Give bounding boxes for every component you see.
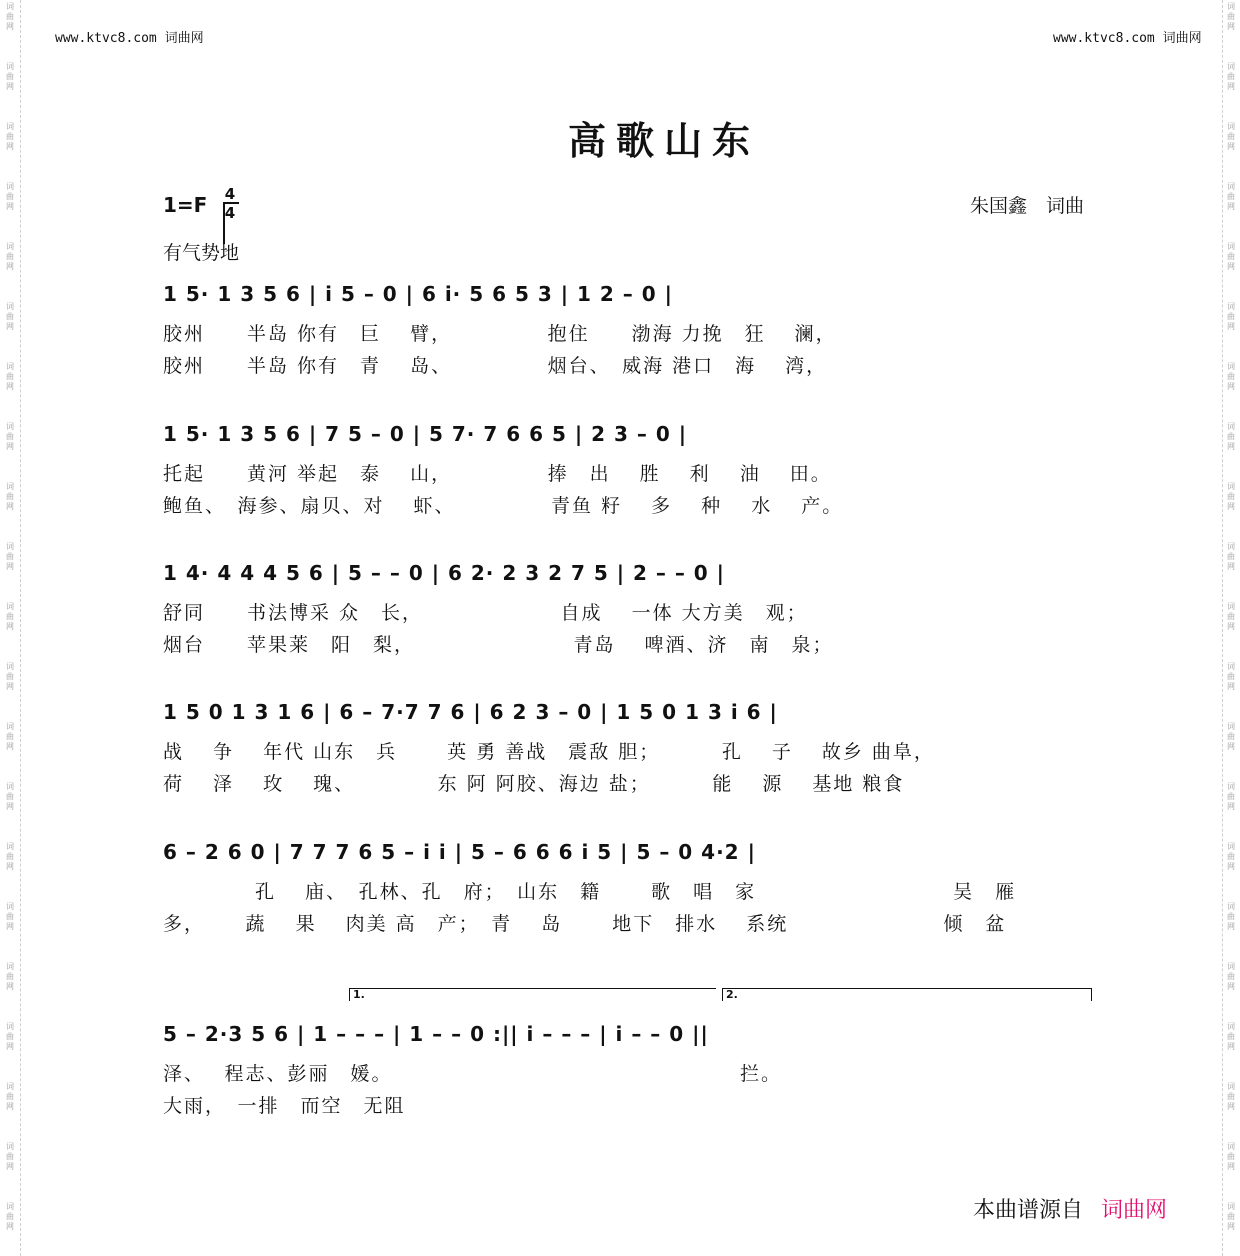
side-watermark-glyph: 网 xyxy=(1227,922,1235,931)
system-2-lyrics-verse-1: 托起 黄河 举起 泰 山， 捧 出 胜 利 油 田。 xyxy=(163,463,832,485)
left-watermark-strip xyxy=(2,0,21,1256)
song-title: 高歌山东 xyxy=(568,118,761,163)
side-watermark-glyph: 曲 xyxy=(6,1032,14,1041)
composer-credit: 朱国鑫 词曲 xyxy=(970,195,1085,217)
side-watermark-glyph: 网 xyxy=(6,862,14,871)
side-watermark-glyph: 网 xyxy=(6,22,14,31)
second-ending-label: 2. xyxy=(726,988,738,1001)
system-2-lyrics-verse-2: 鲍鱼、 海参、扇贝、对 虾、 青鱼 籽 多 种 水 产。 xyxy=(163,495,844,517)
side-watermark-glyph: 词 xyxy=(1227,242,1235,251)
side-watermark-glyph: 网 xyxy=(6,622,14,631)
side-watermark-glyph: 网 xyxy=(6,1162,14,1171)
system-6-lyrics-verse-1: 泽、 程志、彭丽 媛。 拦。 xyxy=(163,1063,783,1085)
side-watermark-glyph: 曲 xyxy=(6,192,14,201)
side-watermark-glyph: 词 xyxy=(6,1202,14,1211)
side-watermark-glyph: 网 xyxy=(1227,622,1235,631)
side-watermark-glyph: 网 xyxy=(1227,442,1235,451)
side-watermark-glyph: 网 xyxy=(6,382,14,391)
key-signature: 1=F xyxy=(163,193,208,217)
side-watermark-glyph: 曲 xyxy=(6,792,14,801)
side-watermark-glyph: 曲 xyxy=(6,1152,14,1161)
side-watermark-glyph: 词 xyxy=(1227,662,1235,671)
side-watermark-glyph: 词 xyxy=(6,482,14,491)
side-watermark-glyph: 网 xyxy=(1227,1102,1235,1111)
side-watermark-glyph: 曲 xyxy=(1227,192,1235,201)
side-watermark-glyph: 网 xyxy=(1227,1222,1235,1231)
side-watermark-glyph: 网 xyxy=(1227,562,1235,571)
side-watermark-glyph: 曲 xyxy=(6,372,14,381)
side-watermark-glyph: 曲 xyxy=(1227,1092,1235,1101)
side-watermark-glyph: 曲 xyxy=(6,312,14,321)
side-watermark-glyph: 词 xyxy=(1227,542,1235,551)
system-6-lyrics-verse-2: 大雨， 一排 而空 无阻 xyxy=(163,1095,406,1117)
system-6-notes: 5 – 2·3 5 6 | 1 – – – | 1 – – 0 :|| i – – – | i – – 0 || xyxy=(163,1022,709,1046)
side-watermark-glyph: 曲 xyxy=(6,132,14,141)
side-watermark-glyph: 网 xyxy=(1227,982,1235,991)
side-watermark-glyph: 曲 xyxy=(6,12,14,21)
system-5-lyrics-verse-2: 多， 蔬 果 肉美 高 产； 青 岛 地下 排水 系统 倾 盆 xyxy=(163,913,1007,935)
system-1-lyrics-verse-1: 胶州 半岛 你有 巨 臂， 抱住 渤海 力挽 狂 澜， xyxy=(163,323,837,345)
side-watermark-glyph: 曲 xyxy=(1227,552,1235,561)
side-watermark-glyph: 曲 xyxy=(6,732,14,741)
side-watermark-glyph: 词 xyxy=(6,782,14,791)
side-watermark-glyph: 曲 xyxy=(1227,252,1235,261)
side-watermark-glyph: 词 xyxy=(6,542,14,551)
side-watermark-glyph: 曲 xyxy=(1227,1032,1235,1041)
side-watermark-glyph: 曲 xyxy=(6,1212,14,1221)
side-watermark-glyph: 网 xyxy=(6,1042,14,1051)
side-watermark-glyph: 网 xyxy=(6,142,14,151)
first-ending-label: 1. xyxy=(353,988,365,1001)
side-watermark-glyph: 词 xyxy=(6,902,14,911)
side-watermark-glyph: 网 xyxy=(6,202,14,211)
side-watermark-glyph: 曲 xyxy=(1227,312,1235,321)
time-signature xyxy=(222,186,238,221)
side-watermark-glyph: 词 xyxy=(1227,122,1235,131)
side-watermark-glyph: 曲 xyxy=(6,672,14,681)
side-watermark-glyph: 词 xyxy=(1227,1202,1235,1211)
side-watermark-glyph: 曲 xyxy=(6,72,14,81)
side-watermark-glyph: 曲 xyxy=(1227,1212,1235,1221)
side-watermark-glyph: 词 xyxy=(1227,1022,1235,1031)
side-watermark-glyph: 网 xyxy=(6,682,14,691)
system-2-notes: 1 5· 1 3 5 6 | 7 5 – 0 | 5 7· 7 6 6 5 | 2 3 – 0 | xyxy=(163,422,688,446)
side-watermark-glyph: 网 xyxy=(6,442,14,451)
side-watermark-glyph: 词 xyxy=(1227,842,1235,851)
side-watermark-glyph: 曲 xyxy=(1227,972,1235,981)
side-watermark-glyph: 词 xyxy=(1227,962,1235,971)
side-watermark-glyph: 曲 xyxy=(6,1092,14,1101)
header-watermark-right: www.ktvc8.com 词曲网 xyxy=(1053,31,1202,46)
side-watermark-glyph: 网 xyxy=(1227,202,1235,211)
system-1-lyrics-verse-2: 胶州 半岛 你有 青 岛、 烟台、 威海 港口 海 湾， xyxy=(163,355,828,377)
side-watermark-glyph: 网 xyxy=(1227,682,1235,691)
time-signature-bottom: 4 xyxy=(224,204,236,222)
side-watermark-glyph: 网 xyxy=(1227,322,1235,331)
side-watermark-glyph: 网 xyxy=(6,982,14,991)
source-credit-label: 本曲谱源自 xyxy=(973,1198,1084,1223)
side-watermark-glyph: 词 xyxy=(1227,1142,1235,1151)
side-watermark-glyph: 词 xyxy=(1227,362,1235,371)
side-watermark-glyph: 曲 xyxy=(1227,612,1235,621)
system-4-lyrics-verse-1: 战 争 年代 山东 兵 英 勇 善战 震敌 胆； 孔 子 故乡 曲阜， xyxy=(163,741,935,763)
side-watermark-glyph: 网 xyxy=(6,802,14,811)
side-watermark-glyph: 词 xyxy=(6,1142,14,1151)
second-ending-bracket xyxy=(722,988,1092,1001)
side-watermark-glyph: 词 xyxy=(6,302,14,311)
side-watermark-glyph: 网 xyxy=(6,742,14,751)
side-watermark-glyph: 词 xyxy=(6,2,14,11)
side-watermark-glyph: 网 xyxy=(6,322,14,331)
side-watermark-glyph: 词 xyxy=(1227,602,1235,611)
side-watermark-glyph: 曲 xyxy=(1227,792,1235,801)
system-3-notes: 1 4· 4 4 4 5 6 | 5 – – 0 | 6 2· 2 3 2 7 5 | 2 – – 0 | xyxy=(163,561,725,585)
side-watermark-glyph: 网 xyxy=(6,922,14,931)
system-1-notes: 1 5· 1 3 5 6 | i 5 – 0 | 6 i· 5 6 5 3 | 1 2 – 0 | xyxy=(163,282,673,306)
side-watermark-glyph: 词 xyxy=(6,1022,14,1031)
side-watermark-glyph: 词 xyxy=(6,242,14,251)
side-watermark-glyph: 词 xyxy=(6,1082,14,1091)
side-watermark-glyph: 曲 xyxy=(1227,732,1235,741)
side-watermark-glyph: 曲 xyxy=(6,972,14,981)
side-watermark-glyph: 词 xyxy=(6,602,14,611)
side-watermark-glyph: 词 xyxy=(1227,902,1235,911)
side-watermark-glyph: 曲 xyxy=(1227,132,1235,141)
side-watermark-glyph: 网 xyxy=(1227,502,1235,511)
side-watermark-glyph: 网 xyxy=(1227,1042,1235,1051)
source-credit xyxy=(973,1193,1167,1224)
system-4-lyrics-verse-2: 荷 泽 玫 瑰、 东 阿 阿胶、海边 盐； 能 源 基地 粮食 xyxy=(163,773,905,795)
side-watermark-glyph: 词 xyxy=(6,62,14,71)
side-watermark-glyph: 网 xyxy=(6,82,14,91)
side-watermark-glyph: 网 xyxy=(1227,1162,1235,1171)
side-watermark-glyph: 曲 xyxy=(6,552,14,561)
side-watermark-glyph: 网 xyxy=(6,1222,14,1231)
side-watermark-glyph: 词 xyxy=(1227,62,1235,71)
tempo-marking: 有气势地 xyxy=(163,242,240,264)
side-watermark-glyph: 词 xyxy=(1227,422,1235,431)
side-watermark-glyph: 网 xyxy=(6,502,14,511)
side-watermark-glyph: 网 xyxy=(6,562,14,571)
system-3-lyrics-verse-2: 烟台 苹果莱 阳 梨， 青岛 啤酒、济 南 泉； xyxy=(163,634,834,656)
side-watermark-glyph: 词 xyxy=(6,182,14,191)
system-5-lyrics-verse-1: 孔 庙、 孔林、孔 府； 山东 籍 歌 唱 家 吴 雁 xyxy=(163,881,1017,903)
side-watermark-glyph: 曲 xyxy=(6,852,14,861)
side-watermark-glyph: 网 xyxy=(1227,82,1235,91)
side-watermark-glyph: 词 xyxy=(6,362,14,371)
time-signature-top: 4 xyxy=(224,185,236,203)
side-watermark-glyph: 词 xyxy=(1227,182,1235,191)
side-watermark-glyph: 词 xyxy=(6,842,14,851)
side-watermark-glyph: 曲 xyxy=(1227,492,1235,501)
side-watermark-glyph: 网 xyxy=(6,262,14,271)
side-watermark-glyph: 词 xyxy=(6,962,14,971)
side-watermark-glyph: 词 xyxy=(1227,782,1235,791)
side-watermark-glyph: 曲 xyxy=(6,912,14,921)
side-watermark-glyph: 词 xyxy=(1227,482,1235,491)
side-watermark-glyph: 曲 xyxy=(6,612,14,621)
side-watermark-glyph: 词 xyxy=(1227,2,1235,11)
side-watermark-glyph: 网 xyxy=(6,1102,14,1111)
side-watermark-glyph: 词 xyxy=(1227,302,1235,311)
first-ending-bracket xyxy=(349,988,716,1001)
side-watermark-glyph: 词 xyxy=(1227,1082,1235,1091)
side-watermark-glyph: 曲 xyxy=(1227,852,1235,861)
side-watermark-glyph: 曲 xyxy=(6,252,14,261)
side-watermark-glyph: 网 xyxy=(1227,22,1235,31)
header-watermark-left: www.ktvc8.com 词曲网 xyxy=(55,31,204,46)
side-watermark-glyph: 曲 xyxy=(1227,432,1235,441)
side-watermark-glyph: 曲 xyxy=(1227,912,1235,921)
system-4-notes: 1 5 0 1 3 1 6 | 6 – 7·7 7 6 | 6 2 3 – 0 | 1 5 0 1 3 i 6 | xyxy=(163,700,778,724)
side-watermark-glyph: 曲 xyxy=(1227,72,1235,81)
side-watermark-glyph: 网 xyxy=(1227,142,1235,151)
side-watermark-glyph: 曲 xyxy=(1227,672,1235,681)
side-watermark-glyph: 网 xyxy=(1227,262,1235,271)
side-watermark-glyph: 网 xyxy=(1227,742,1235,751)
system-3-lyrics-verse-1: 舒同 书法博采 众 长， 自成 一体 大方美 观； xyxy=(163,602,808,624)
side-watermark-glyph: 词 xyxy=(6,662,14,671)
side-watermark-glyph: 词 xyxy=(6,122,14,131)
side-watermark-glyph: 曲 xyxy=(1227,1152,1235,1161)
system-5-notes: 6 – 2 6 0 | 7 7 7 6 5 – i i | 5 – 6 6 6 i 5 | 5 – 0 4·2 | xyxy=(163,840,756,864)
side-watermark-glyph: 网 xyxy=(1227,382,1235,391)
side-watermark-glyph: 曲 xyxy=(6,492,14,501)
side-watermark-glyph: 曲 xyxy=(1227,12,1235,21)
side-watermark-glyph: 词 xyxy=(6,422,14,431)
side-watermark-glyph: 词 xyxy=(1227,722,1235,731)
source-credit-brand: 词曲网 xyxy=(1101,1198,1168,1223)
side-watermark-glyph: 曲 xyxy=(1227,372,1235,381)
side-watermark-glyph: 网 xyxy=(1227,862,1235,871)
side-watermark-glyph: 词 xyxy=(6,722,14,731)
side-watermark-glyph: 网 xyxy=(1227,802,1235,811)
side-watermark-glyph: 曲 xyxy=(6,432,14,441)
right-watermark-strip xyxy=(1222,0,1240,1256)
